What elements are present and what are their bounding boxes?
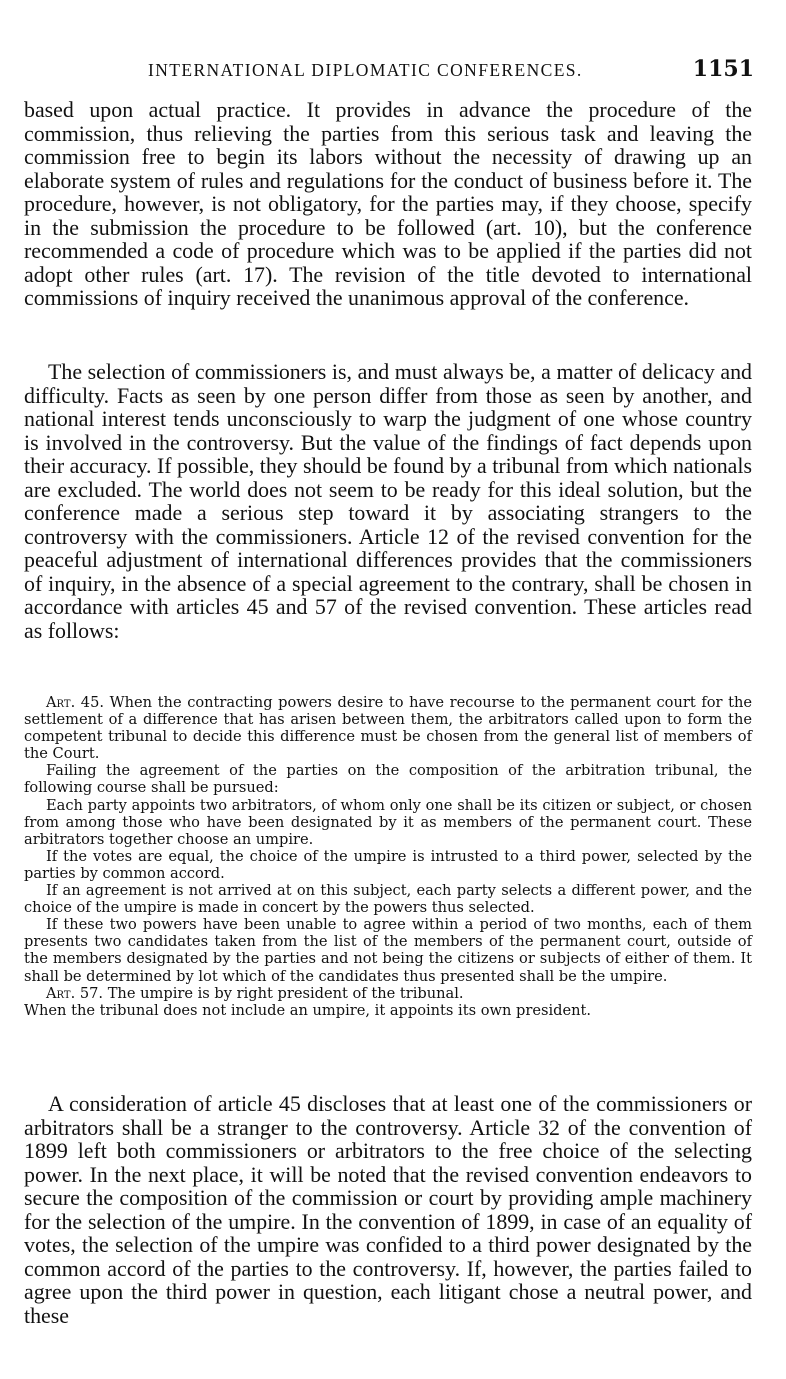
article-45-failing-agreement: Failing the agreement of the parties on the composition of the arbitration tribunal, the following course shall be pursued:: [24, 762, 752, 797]
paragraph-article-45-consideration: A consideration of article 45 discloses that at least one of the commissioners or arbitrators shall be a stranger to the controversy. Article 32 of the convention of 1899 left both commissioners or arbitrators to the free choice of the selecting power. In the next place, it will be noted that the revised convention endeavors to secure the composition of the commission or court by providing ample machinery for the selection of the umpire. In the convention of 1899, in case of an equality of votes, the selection of the umpire was confided to a third power designated by the common accord of the parties to the controversy. If, however, the parties failed to agree upon the third power in question, each litigant chose a neutral power, and these: [24, 1091, 752, 1328]
article-45-label: Art. 45.: [46, 694, 105, 711]
paragraph-continued: based upon actual practice. It provides in advance the procedure of the commission, thus relieving the parties from this serious task and leaving the commission free to begin its labors without the necessity of drawing up an elaborate system of rules and regulations for the conduct of business before it. The procedure, however, is not obligatory, for the parties may, if they choose, specify in the submission the procedure to be followed (art. 10), but the conference recommended a code of procedure which was to be applied if the parties did not adopt other rules (art. 17). The revision of the title devoted to international commissions of inquiry received the unanimous approval of the conference.: [24, 97, 752, 310]
article-45-each-party: Each party appoints two arbitrators, of whom only one shall be its citizen or subject, or chosen from among those who have been designated by it as members of the permanent court. These arbitrators together choose an umpire.: [24, 796, 752, 848]
article-45-two-months: If these two powers have been unable to agree within a period of two months, each of them presents two candidates taken from the list of the members of the permanent court, outside of the members designated by the parties and not being the citizens or subjects of either of them. It shall be determined by lot which of the candidates thus presented shall be the umpire.: [24, 916, 752, 985]
quoted-articles: [24, 694, 752, 1019]
article-45-votes-equal: If the votes are equal, the choice of the umpire is intrusted to a third power, selected by the parties by common accord.: [24, 847, 752, 882]
article-57: [24, 985, 752, 1002]
commissioners-paragraph-block: [24, 360, 752, 642]
article-57-own-president: When the tribunal does not include an umpire, it appoints its own president.: [24, 1001, 592, 1019]
running-head: [148, 56, 754, 84]
closing-paragraph-block: [24, 1092, 752, 1327]
article-45-text: When the contracting powers desire to have recourse to the permanent court for the settlement of a difference that has arisen between them, the arbitrators called upon to form the competent tribunal to decide this difference must be chosen from the general list of members of the Court.: [24, 694, 752, 763]
article-57-text: The umpire is by right president of the tribunal.: [107, 984, 464, 1002]
article-57-label: Art. 57.: [46, 984, 104, 1002]
page-number: 1151: [692, 56, 754, 82]
article-45-no-agreement: If an agreement is not arrived at on this subject, each party selects a different power, and the choice of the umpire is made in concert by the powers thus selected.: [24, 882, 752, 917]
paragraph-selection-of-commissioners: The selection of commissioners is, and must always be, a matter of delicacy and difficulty. Facts as seen by one person differ from those as seen by another, and national interest tends unconsciously to warp the judgment of one whose country is involved in the controversy. But the value of the findings of fact depends upon their accuracy. If possible, they should be found by a tribunal from which nationals are excluded. The world does not seem to be ready for this ideal solution, but the conference made a serious step toward it by associating strangers to the controversy with the commissioners. Article 12 of the revised convention for the peaceful adjustment of international differences provides that the commissioners of inquiry, in the absence of a special agreement to the contrary, shall be chosen in accordance with articles 45 and 57 of the revised convention. These articles read as follows:: [24, 359, 752, 643]
article-45: [24, 694, 752, 762]
continued-paragraph-block: [24, 98, 752, 310]
running-title: INTERNATIONAL DIPLOMATIC CONFERENCES.: [148, 60, 583, 80]
